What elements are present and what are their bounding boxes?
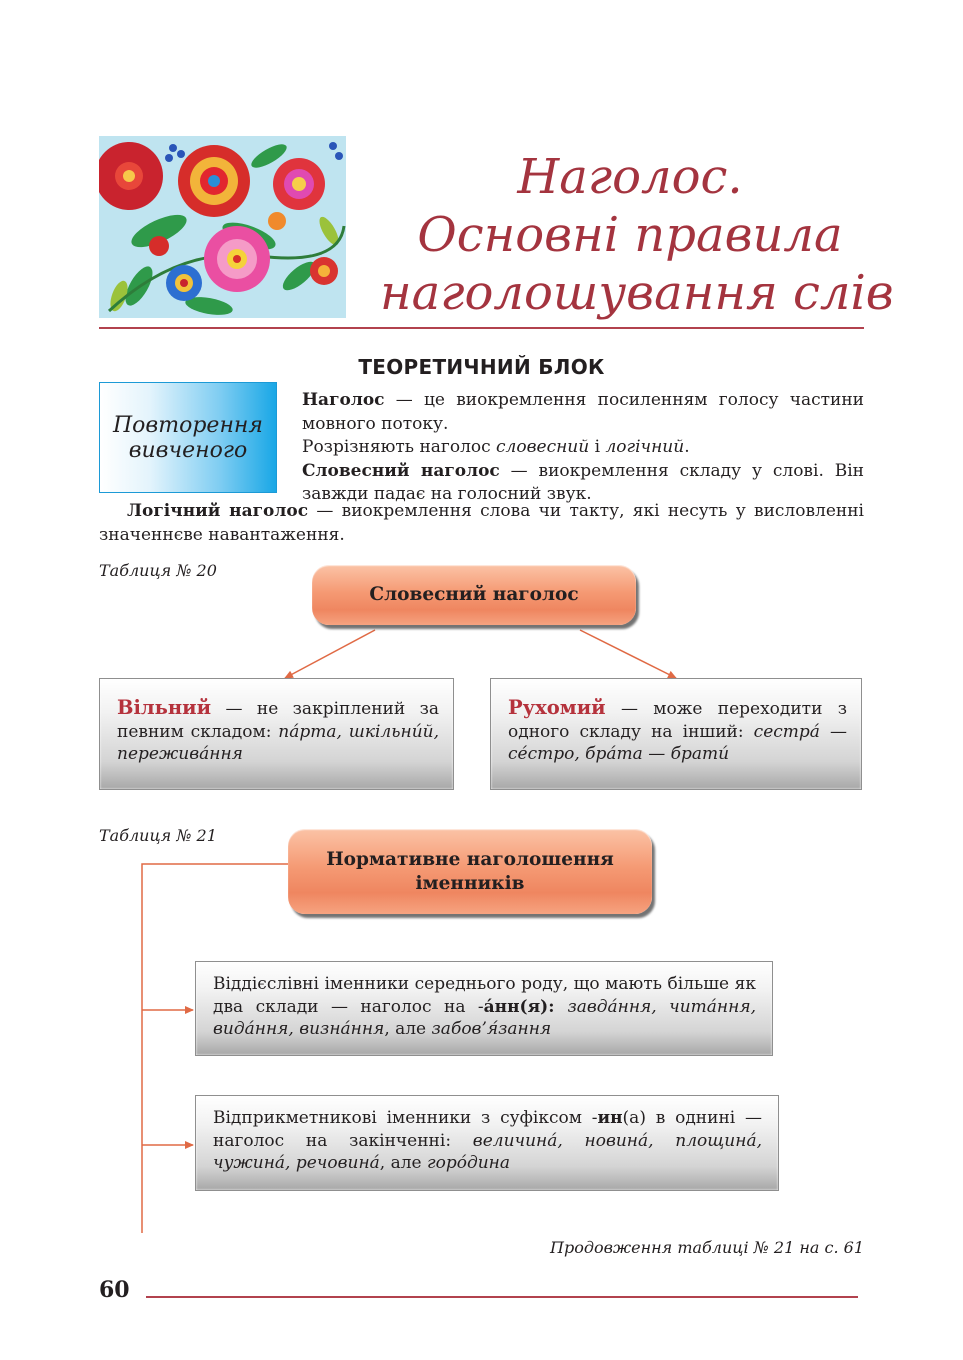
- stress-types: [302, 436, 864, 460]
- logical-term: Логічний наголос: [127, 501, 309, 521]
- free-stress-text: — не закріплений за певним складом:: [117, 699, 439, 742]
- word-stress-term: Словесний наголос: [302, 460, 500, 481]
- title-line-2: Основні правила: [417, 207, 843, 263]
- logical-def-text: — виокремлення слова чи такту, які несуть у висловленні значеннєве навантаження.: [99, 501, 864, 545]
- verbal-nouns-but: , але: [384, 1019, 432, 1039]
- repeat-badge: [99, 382, 277, 493]
- types-end: .: [684, 437, 690, 457]
- stress-definition: [302, 389, 864, 436]
- verbal-nouns-examples: завда́ння, чита́ння, вида́ння, визна́ння: [213, 996, 756, 1039]
- adjectival-nouns-text: Відприкметникові іменники з суфіксом -: [213, 1108, 598, 1128]
- logical-stress-definition: [99, 500, 864, 547]
- adjectival-nouns-but: , але: [379, 1153, 427, 1173]
- title-line-1: Наголос.: [517, 149, 743, 205]
- mobile-stress-text: — може переходити з одного складу на інший:: [508, 699, 847, 742]
- adjectival-nouns-examples: величина́, новина́, площина́, чужина́, речовина́: [213, 1130, 762, 1173]
- title-divider: [99, 327, 864, 329]
- page-title: [380, 148, 894, 322]
- table21-header: Нормативне наголошення іменників: [288, 829, 652, 914]
- verbal-nouns-text: Віддієслівні іменники середнього роду, що мають більше як два склади — наголос на -: [213, 974, 756, 1017]
- badge-line-1: Повторення: [113, 412, 263, 438]
- verbal-nouns-suffix: а́нн(я): [483, 996, 549, 1017]
- type-word: словесний: [496, 437, 590, 457]
- adjectival-nouns-suffix: ин: [597, 1108, 623, 1128]
- arrow-to-free-stress: [285, 630, 375, 678]
- adjectival-nouns-box: [195, 1095, 779, 1191]
- table21-caption: Таблиця № 21: [99, 826, 217, 845]
- adjectival-nouns-text-2: (а) в однині — наголос на закінченні:: [213, 1108, 762, 1151]
- definitions-block: [302, 389, 864, 507]
- type-logical: логічний: [605, 437, 685, 457]
- verbal-nouns-box: [195, 961, 773, 1056]
- continuation-note: Продовження таблиці № 21 на с. 61: [550, 1238, 864, 1257]
- mobile-stress-examples: сестра́ — се́стро, бра́та — брати́: [508, 721, 847, 764]
- stress-def-text: — це виокремлення посиленням голосу частини мовного потоку.: [302, 390, 864, 434]
- title-line-3: наголошування слів: [380, 265, 894, 321]
- folk-flower-illustration: [99, 136, 346, 318]
- verbal-nouns-exception: забов’я́зання: [431, 1019, 552, 1039]
- word-stress-def-text: — виокремлення складу у слові. Він завжди падає на голосний звук.: [302, 460, 864, 504]
- free-stress-box: [99, 678, 454, 790]
- mobile-stress-term: Рухомий: [508, 696, 606, 719]
- types-intro: Розрізняють наголос: [302, 437, 497, 457]
- table20-header: Словесний наголос: [312, 565, 636, 625]
- free-stress-examples: па́рта, шкільни́й, пережива́ння: [117, 721, 439, 764]
- adjectival-nouns-exception: горо́дина: [427, 1153, 510, 1173]
- section-heading: ТЕОРЕТИЧНИЙ БЛОК: [358, 355, 605, 379]
- free-stress-term: Вільний: [117, 696, 212, 719]
- stress-term: Наголос: [302, 390, 385, 410]
- types-and: і: [589, 437, 606, 457]
- footer-divider: [146, 1296, 858, 1298]
- mobile-stress-box: [490, 678, 862, 790]
- page-number: 60: [99, 1277, 130, 1303]
- table20-caption: Таблиця № 20: [99, 561, 217, 580]
- arrow-to-mobile-stress: [580, 630, 676, 678]
- verbal-nouns-colon: :: [548, 996, 568, 1017]
- badge-line-2: вивченого: [128, 437, 248, 463]
